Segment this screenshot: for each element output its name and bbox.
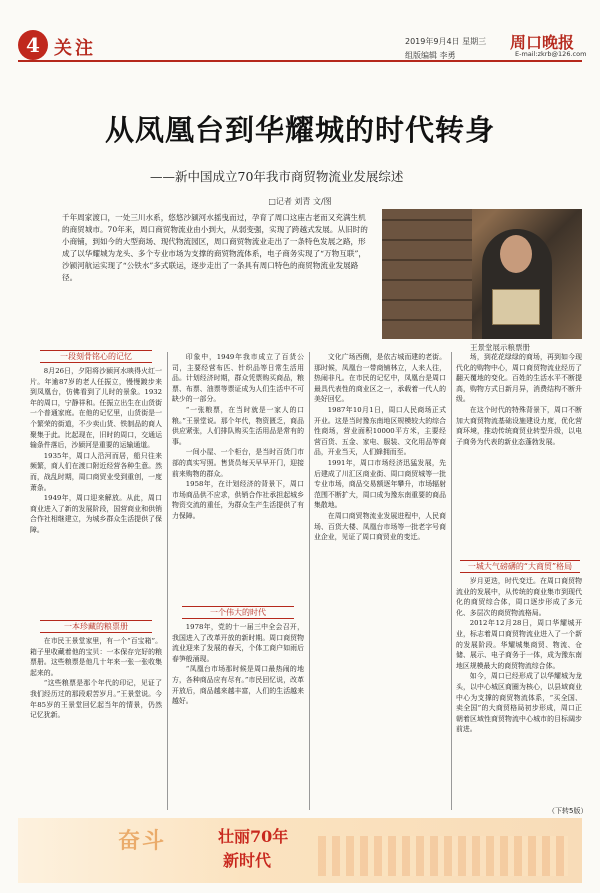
section-head-1: 一段刻骨铭心的记忆 xyxy=(40,350,152,363)
photo-bookshelf xyxy=(382,209,472,339)
paragraph: 1991年，周口市场经济迅猛发展，先后建成了川汇区商业街、周口商贸城等一批专业市场，商品交易额逐年攀升，市场辐射范围不断扩大，周口成为豫东南重要的商品集散地。 xyxy=(314,458,446,510)
issue-date: 2019年9月4日 星期三 xyxy=(405,37,487,46)
paragraph: “一张粮票，在当时就是一家人的口粮。”王景堂说。那个年代，物资匮乏，商品供应紧张，人们排队购买生活用品是常有的事。 xyxy=(172,405,304,446)
paragraph: 岁月更迭，时代变迁。在周口商贸物流业的发展中，从传统的商业集市到现代化的商贸综合体，周口逐步形成了多元化、多层次的商贸物流格局。 xyxy=(456,577,582,617)
article-lead: 千年周家渡口，一处三川水系，悠悠沙颍河水摇曳而过，孕育了周口这座古老而又充满生机的商贸城市。70年来，周口商贸物流业由小到大，从弱变强，实现了跨越式发展。从旧时的小商铺，到如今的大型商场、现代物流园区，周口商贸物流业走出了一条特色发展之路，形成了以华耀城为龙头、多个专业市场为支撑的商贸物流体系，电子商务实现了“万物互联”，沙颍河航运实现了“公铁水”多式联运，逐步走出了一条具有周口特色的商贸物流业发展路径。 xyxy=(62,213,368,283)
paragraph: 在周口商贸物流业发展进程中，人民商场、百货大楼、凤凰台市场等一批老字号商业企业，见证了周口商贸业的变迁。 xyxy=(314,511,446,542)
article-photo xyxy=(382,209,582,339)
article-byline: □记者 刘青 文/图 xyxy=(268,197,332,206)
paragraph: 一间小屋、一个柜台，是当时百货门市部的真实写照。售货员每天早早开门，迎接前来购物的群众。 xyxy=(172,448,304,478)
banner-line-2: 新时代 xyxy=(223,851,272,870)
photo-ration-book xyxy=(492,289,540,325)
header-divider xyxy=(18,60,582,62)
paragraph: 1949年，周口迎来解放。从此，周口商业进入了新的发展阶段，国营商业和供销合作社相继建立，为城乡群众生活提供了保障。 xyxy=(30,494,162,534)
page-number: 4 xyxy=(26,33,40,57)
paragraph: 1935年，周口人沿河而居，船只往来频繁，商人们在渡口附近经营各种生意。然而，战乱时期，周口商贸业受到重创，一度萧条。 xyxy=(30,451,162,492)
anniversary-banner xyxy=(18,818,582,883)
paragraph: “这些粮票是那个年代的印记，见证了我们经历过的那段艰苦岁月。”王景堂说。今年85岁的王景堂回忆起当年的情景，仍然记忆犹新。 xyxy=(30,679,162,720)
paragraph: 场，到花花绿绿的商场，再到如今现代化的购物中心，周口商贸物流业经历了翻天覆地的变化。百姓的生活水平不断提高，购物方式日新月异，消费结构不断升级。 xyxy=(456,353,582,404)
photo-face xyxy=(500,235,532,273)
section-head-3: 一个伟大的时代 xyxy=(182,606,294,619)
layout-editor: 组版编辑 李勇 xyxy=(405,51,456,60)
paragraph: 8月26日，夕阳将沙颍河水映得火红一片。年逾87岁的老人任振立，慢慢踱步来到凤凰台，仿佛看到了儿时的景象。1932年的周口，宁静祥和。任振立出生在山货街一个普通家庭。在他的记忆里，山货街是一个繁荣的街道，不少卖山货、铁制品的商人聚集于此。比起现在，旧时的周口，交通运输条件落后，沙颍河是重要的运输通道。 xyxy=(30,367,162,450)
paragraph: 1958年，在计划经济的背景下，周口市场商品供不应求，供销合作社承担起城乡物资交流的重任，为群众生产生活提供了有力保障。 xyxy=(172,480,304,520)
section-head-2: 一本珍藏的粮票册 xyxy=(40,620,152,633)
column-4b-text xyxy=(456,576,582,802)
paragraph: 如今，周口已经形成了以华耀城为龙头，以中心城区商圈为核心，以县域商业中心为支撑的商贸物流体系，“买全国、卖全国”的大商贸格局初步形成，周口正朝着区域性商贸物流中心城市的目标阔步前进。 xyxy=(456,672,582,734)
banner-calligraphy: 奋斗 xyxy=(118,828,167,854)
banner-line-1: 壮丽70年 xyxy=(218,827,289,846)
column-rule xyxy=(167,352,168,810)
continued-note: （下转5版） xyxy=(548,807,588,815)
paragraph: 2012年12月28日，周口华耀城开业，标志着周口商贸物流业进入了一个新的发展阶段。华耀城集商贸、物流、仓储、展示、电子商务于一体，成为豫东南地区规模最大的商贸物流综合体。 xyxy=(456,619,582,670)
section-title: 关注 xyxy=(54,38,96,59)
column-1b-text xyxy=(30,636,162,810)
banner-city-decoration xyxy=(318,836,568,876)
article-title: 从凤凰台到华耀城的时代转身 xyxy=(104,113,495,147)
column-2b-text xyxy=(172,622,304,810)
editor-email: E-mail:zkrb@126.com xyxy=(515,50,587,58)
page-number-badge xyxy=(18,30,48,60)
column-4-text xyxy=(456,352,582,556)
column-rule xyxy=(309,352,310,810)
paragraph: 1978年，党的十一届三中全会召开，我国进入了改革开放的新时期。周口商贸物流业迎来了发展的春天，个体工商户如雨后春笋般涌现。 xyxy=(172,623,304,663)
column-rule xyxy=(451,352,452,810)
paragraph: 印象中，1949年我市成立了百货公司，主要经营布匹、针织品等日常生活用品。计划经济时期，群众凭票购买商品，粮票、布票、油票等票证成为人们生活中不可缺少的一部分。 xyxy=(172,353,304,404)
column-3-text xyxy=(314,352,446,810)
photo-caption: 王景堂展示粮票册 xyxy=(470,343,530,352)
column-1-text xyxy=(30,366,162,610)
newspaper-logo: 周口晚报 xyxy=(510,33,575,52)
paragraph: 在市民王景堂家里，有一个“百宝箱”。箱子里收藏着他的宝贝：一本保存完好的粮票册。这些粮票是他几十年来一张一张收集起来的。 xyxy=(30,637,162,677)
paragraph: 文化广场西侧，是依古城而建的老街。那时候，凤凰台一带商铺林立，人来人往，热闹非凡。在市民的记忆中，凤凰台是周口最具代表性的商业区之一，承载着一代人的美好回忆。 xyxy=(314,353,446,404)
column-2-text xyxy=(172,352,304,602)
paragraph: 在这个时代的特殊背景下，周口不断加大商贸物流基础设施建设力度，优化营商环境，推动传统商贸业转型升级，以电子商务为代表的新业态蓬勃发展。 xyxy=(456,405,582,446)
paragraph: 1987年10月1日，周口人民商场正式开业。这是当时豫东南地区规模较大的综合性商场，营业面积10000平方米，主要经营百货、五金、家电、服装、文化用品等商品，开业当天，人们蜂拥而至。 xyxy=(314,405,446,457)
section-head-4: 一城大气磅礴的“大商贸”格局 xyxy=(460,560,580,573)
paragraph: “凤凰台市场那时候是周口最热闹的地方，各种商品应有尽有。”市民回忆说，改革开放后，商品越来越丰富，人们的生活越来越好。 xyxy=(172,665,304,706)
article-subtitle: ——新中国成立70年我市商贸物流业发展综述 xyxy=(150,169,404,184)
